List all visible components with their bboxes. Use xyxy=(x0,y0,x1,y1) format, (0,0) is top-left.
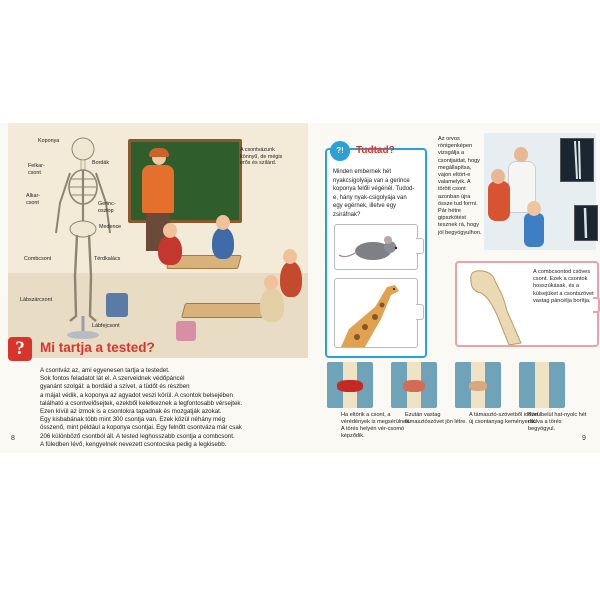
body-line: Sok fontos feladatot lát el. A szerveidnek védőpáncél xyxy=(40,375,185,383)
bone-box-tab xyxy=(593,297,600,313)
tudtad-text: Minden embernek hét nyakcsigolyája van a gerince koponya felőli végénél. Tudod-e, hány nyak-csigolyája van egy egérnek, illetve egy zsiráfnak? xyxy=(333,169,415,218)
healing-panel-2 xyxy=(391,362,437,408)
student xyxy=(212,227,234,259)
body-line: gyanánt szolgál: a bordáid a szívet, a tüdőt és részben xyxy=(40,383,190,391)
student xyxy=(158,235,182,265)
healing-caption: Ezután vastag támasztószövet jön létre. xyxy=(405,412,467,425)
tudtad-title: Tudtad? xyxy=(356,145,395,156)
healing-caption: A támasztó-szövetből idővel új csontanyag keményedik. xyxy=(469,412,539,425)
healing-panel-1 xyxy=(327,362,373,408)
teacher-body xyxy=(142,165,174,213)
giraffe-image xyxy=(335,279,417,347)
body-line: a májat védik, a koponya az agyadot veszi körül. A csontok belsejében xyxy=(40,391,233,399)
label-lower-leg: Lábszárcsont xyxy=(20,297,53,303)
xray-image xyxy=(560,138,594,182)
label-thigh: Combcsont xyxy=(24,256,52,262)
body-line: 206 különböző csontból áll. A tested leghosszabb csontja a combcsont. xyxy=(40,432,235,440)
student xyxy=(280,261,302,297)
body-line: Egy kisbabának több mint 300 csontja van. Ezek közül néhány még xyxy=(40,416,226,424)
student-head xyxy=(264,275,278,290)
mouse-card xyxy=(334,224,418,270)
body-line: összenő, mint például a koponya csontjai. Egy felnőtt csontváza már csak xyxy=(40,424,242,432)
bone-shaft xyxy=(535,362,549,408)
student-head xyxy=(283,249,297,264)
healing-caption: Körülbelül hat-nyolc hét múlva a törés begyógyul. xyxy=(528,412,587,432)
teacher-hair xyxy=(149,148,169,157)
body-text xyxy=(40,367,310,449)
body-line: A csontváz az, ami egyenesen tartja a testedet. xyxy=(40,367,170,374)
label-forearm: Alkar- csont xyxy=(26,193,41,206)
page-number-right: 9 xyxy=(582,435,586,442)
question-badge: ? xyxy=(8,337,32,361)
xray-image xyxy=(574,205,598,241)
healing-caption: Ha eltörik a csont, a vérédények is megsérülnek. A törés helyén vér-csomó képződik. xyxy=(341,412,411,439)
label-kneecap: Térdkalács xyxy=(94,256,121,262)
body-line: Ezen kívül az izmok is a csontokra tapadnak és mozgatják azokat. xyxy=(40,408,222,416)
femur-image xyxy=(463,267,533,345)
school-bag xyxy=(106,293,128,317)
new-bone-tissue xyxy=(469,381,487,391)
mouse-image xyxy=(335,225,417,269)
student-head xyxy=(163,223,177,238)
child-head xyxy=(527,201,541,216)
giraffe-card xyxy=(334,278,418,348)
school-bag xyxy=(176,321,196,341)
body-line: A füledben lévő, kengyelnek nevezett csontocska pedig a legkisebb. xyxy=(40,440,227,448)
tudtad-badge: ?! xyxy=(330,141,350,161)
page-title: Mi tartja a tested? xyxy=(40,340,155,355)
label-skull: Koponya xyxy=(38,138,60,144)
body-line: található a csontvelősejtek, ezekből keletkeznek a legfontosabb vérsejtek. xyxy=(40,399,243,407)
student-head xyxy=(216,215,230,230)
label-spine: Gerinc- oszlop xyxy=(98,201,116,214)
card-tab xyxy=(416,238,424,254)
label-foot: Lábfejcsont xyxy=(92,323,120,329)
page-number-left: 8 xyxy=(11,435,15,442)
doctor-caption: Az orvos röntgenképen vizsgálja a csontjaidat, hogy megállapítsa, vajon eltört-e valamelyik. A törött csont azonban újra össze tud forrni. Pár hétre gipszkötést tesznek rá, hogy jól begyógyulhon. xyxy=(438,136,482,236)
mother xyxy=(488,181,510,221)
bone-caption: A combcsontod csöves csont. Ezek a csontok hosszúkásak, és a külsejüket a csontszövet vastag páncélja borítja. xyxy=(533,269,594,304)
label-upper-arm: Felkar- csont xyxy=(28,163,45,176)
label-ribs: Bordák xyxy=(92,160,110,166)
mother-head xyxy=(491,169,505,184)
healing-panel-3 xyxy=(455,362,501,408)
card-tab xyxy=(416,304,424,320)
student xyxy=(260,288,284,322)
skeleton-caption: A csontvázunk könnyű, de mégis erős és szilárd. xyxy=(240,147,283,167)
blood-clot xyxy=(337,380,363,392)
doctor-head xyxy=(514,147,528,162)
classroom-illustration xyxy=(8,123,308,358)
label-pelvis: Medence xyxy=(99,224,122,230)
desk xyxy=(181,303,267,318)
child xyxy=(524,213,544,247)
bone-box xyxy=(455,261,599,347)
support-tissue xyxy=(403,380,425,392)
healing-panel-4 xyxy=(519,362,565,408)
